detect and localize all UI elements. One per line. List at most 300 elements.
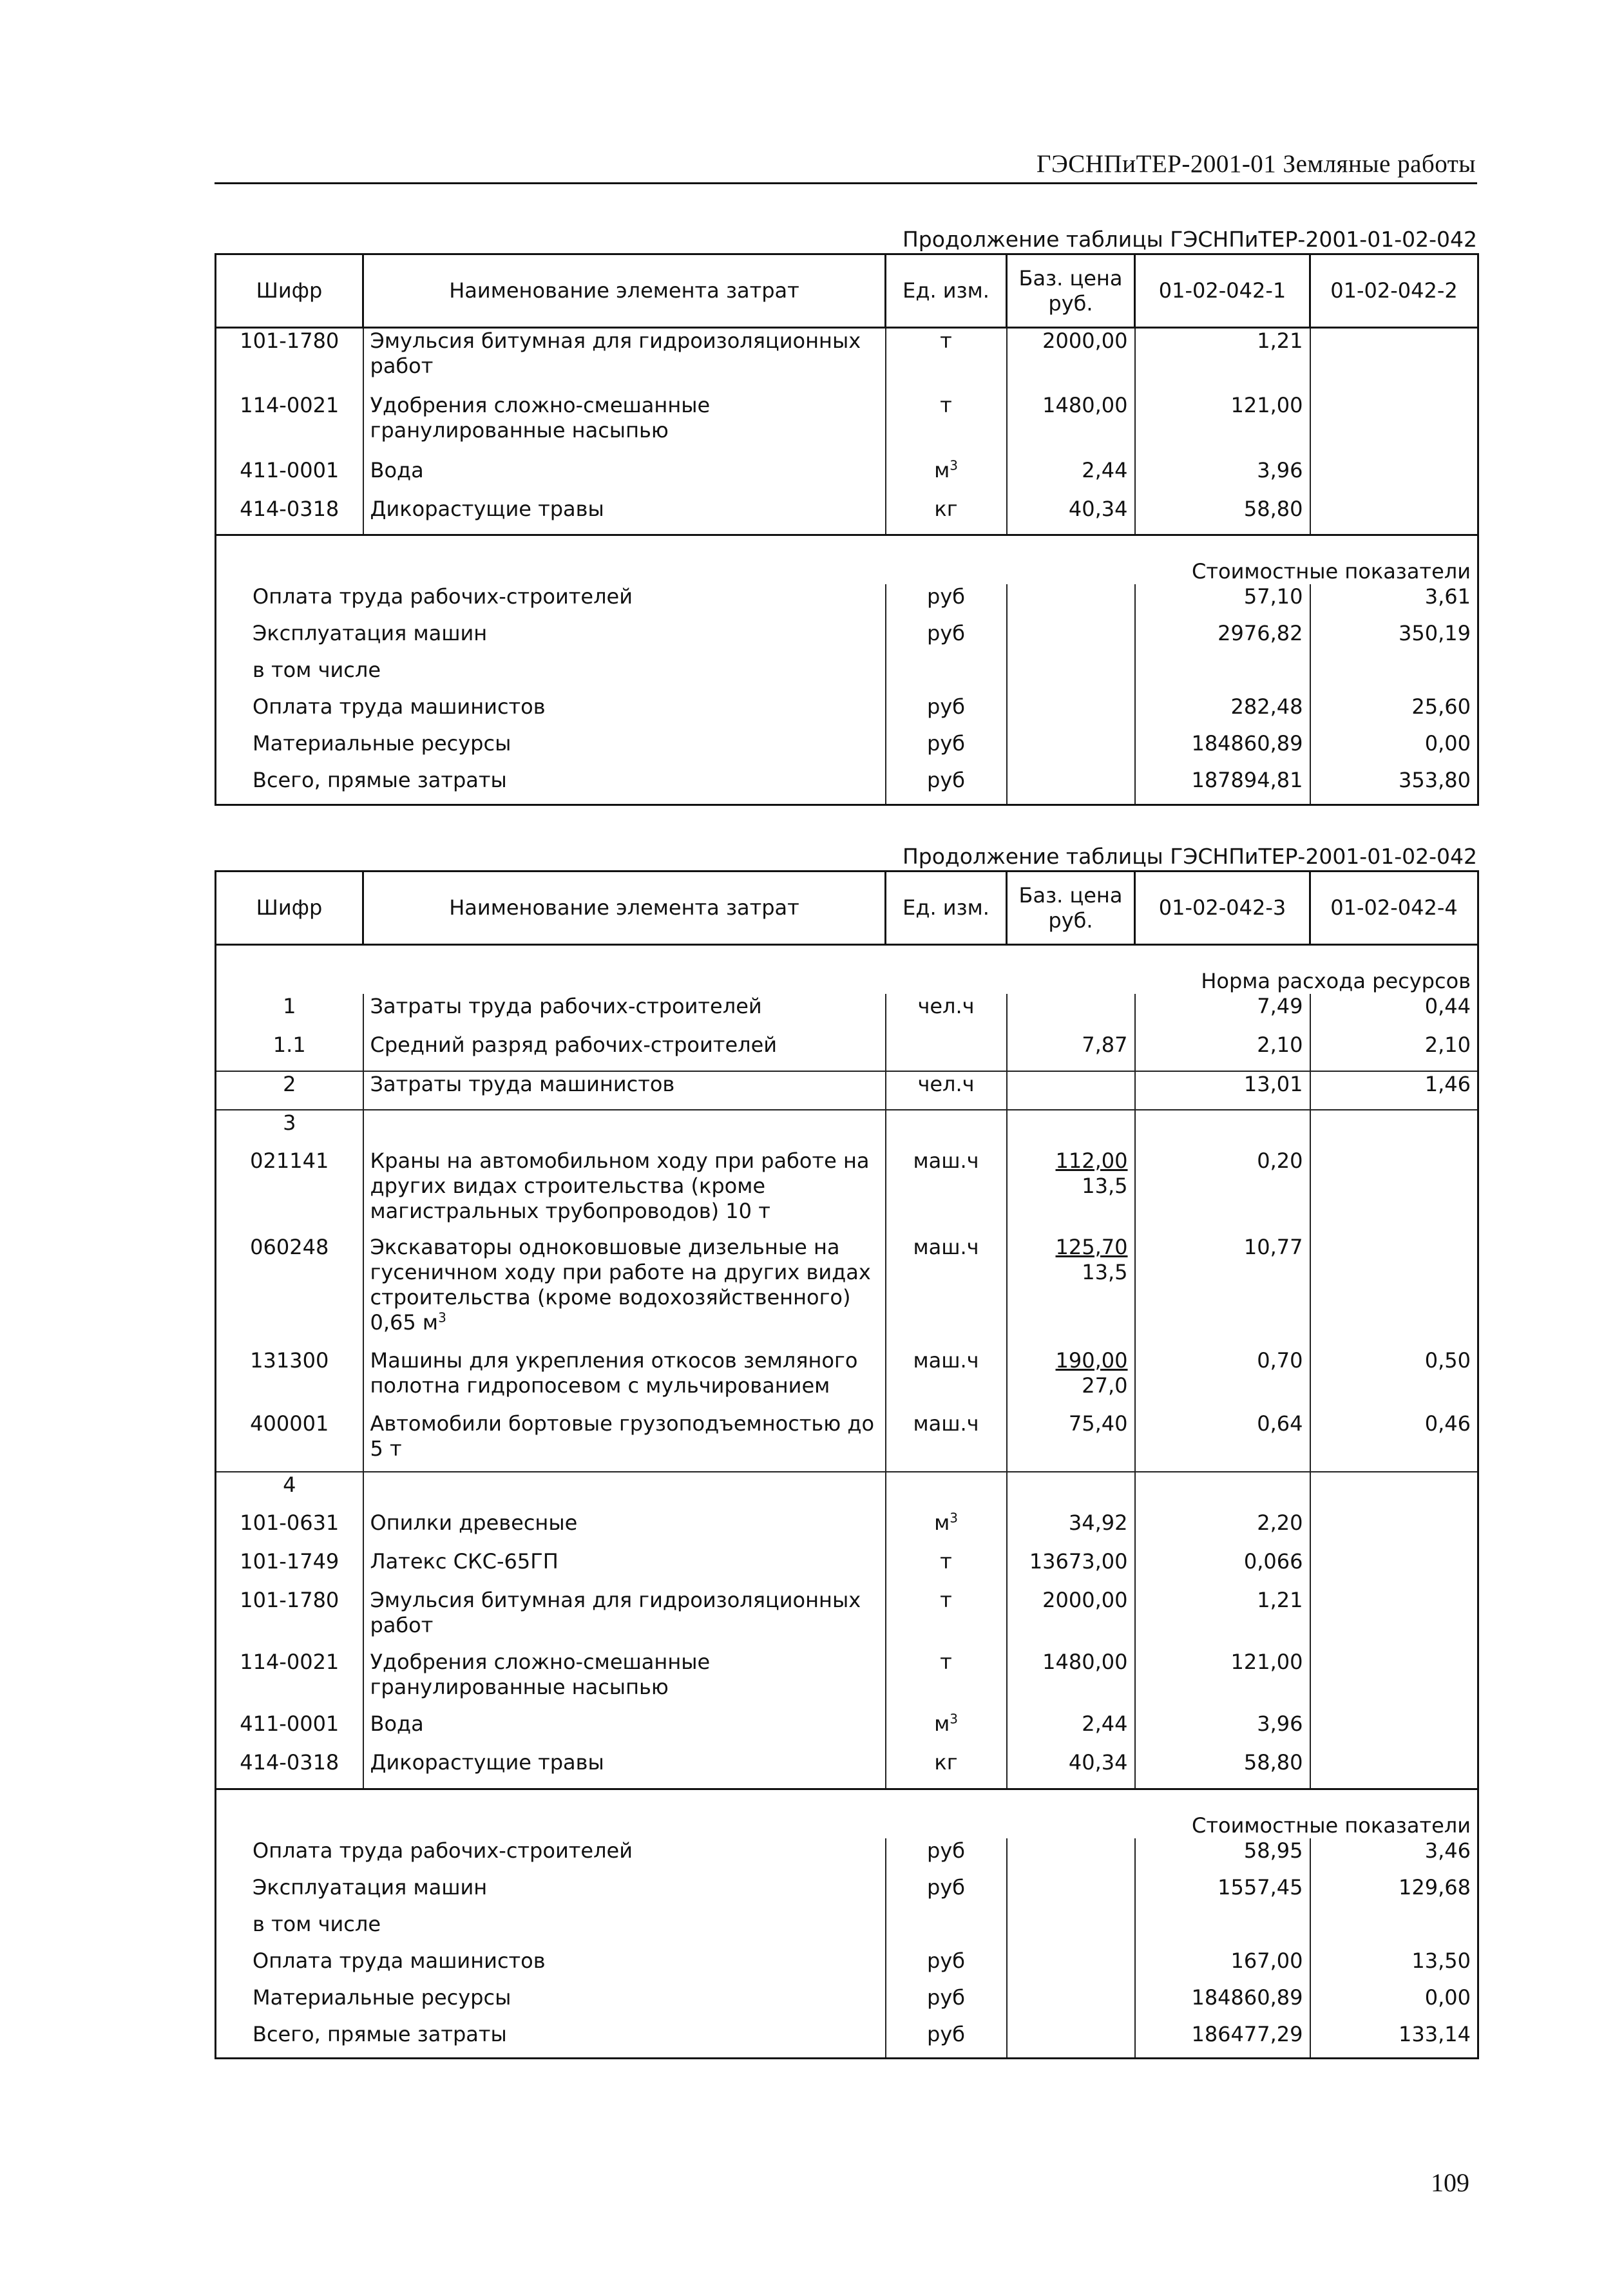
cost-col-b [1310, 658, 1478, 694]
superscript: 3 [438, 1310, 446, 1326]
cell-col-b [1310, 1411, 1478, 1472]
cell-col-a [1135, 1510, 1310, 1549]
cost-name [216, 731, 886, 768]
cell-name-text: Вода [370, 457, 424, 482]
cell-price [1007, 1650, 1135, 1711]
cost-unit-text: руб [927, 584, 965, 609]
cell-col-a-text: 0,20 [1257, 1148, 1303, 1173]
cell-unit-text: т [940, 1650, 952, 1674]
cell-code-text: 114-0021 [240, 1650, 339, 1674]
cell-name [363, 1510, 886, 1549]
cell-col-a-text: 0,70 [1257, 1348, 1303, 1373]
cost-row [216, 1838, 1478, 1875]
cell-name-text: Эмульсия битумная для гидроизоляционных работ [370, 329, 861, 378]
cell-col-a-text: 10,77 [1243, 1235, 1303, 1259]
cost-col-a-text: 186477,29 [1191, 2021, 1303, 2046]
cost-col-b-text: 129,68 [1399, 1874, 1471, 1900]
cell-unit [886, 458, 1007, 497]
cell-name-text: Затраты труда рабочих-строителей [370, 994, 762, 1018]
cell-code-text: 4 [283, 1472, 296, 1497]
cell-name [363, 994, 886, 1033]
cost-unit-text: руб [927, 1838, 965, 1863]
cell-code-text: 1 [283, 994, 296, 1018]
cell-name-text: Средний разряд рабочих-строителей [370, 1033, 778, 1057]
cell-col-a-text: 0,64 [1257, 1411, 1303, 1436]
cell-price-secondary: 13,5 [1082, 1260, 1128, 1284]
cost-col-a [1135, 658, 1310, 694]
cost-col-a-text: 187894,81 [1191, 768, 1303, 792]
table-row [216, 328, 1478, 393]
cell-price [1007, 1033, 1135, 1071]
cell-code-text: 021141 [250, 1148, 329, 1173]
cell-name [363, 1110, 886, 1148]
cell-col-a-text: 1,21 [1257, 329, 1303, 353]
cell-unit [886, 1472, 1007, 1510]
cell-col-a [1135, 1549, 1310, 1588]
cell-price-text: 112,00 [1055, 1148, 1128, 1173]
cell-code-text: 411-0001 [240, 457, 339, 482]
cell-code-text: 101-1780 [240, 1588, 339, 1612]
cost-col-a-text: 184860,89 [1191, 731, 1303, 756]
cost-row [216, 1948, 1478, 1985]
cost-row [216, 1912, 1478, 1948]
cost-name [216, 1985, 886, 2022]
cell-unit [886, 393, 1007, 458]
table-row [216, 994, 1478, 1033]
cell-unit-text: кг [934, 496, 958, 521]
cost-col-b [1310, 731, 1478, 768]
cell-name-text: Дикорастущие травы [370, 496, 604, 521]
cell-code-text: 101-1749 [240, 1549, 339, 1574]
cost-section-title [216, 535, 1478, 585]
cell-price-text: 190,00 [1055, 1348, 1128, 1373]
cost-unit-text: руб [927, 1948, 965, 1973]
cost-name-text: Оплата труда рабочих-строителей [253, 584, 633, 609]
cell-code-text: 414-0318 [240, 1750, 339, 1775]
cost-unit [886, 2022, 1007, 2059]
cell-unit [886, 1110, 1007, 1148]
cell-name [363, 1235, 886, 1348]
cell-code [216, 1071, 363, 1110]
table2-caption: Продолжение таблицы ГЭСНПиТЕР-2001-01-02-042 [902, 844, 1477, 869]
cell-unit [886, 1510, 1007, 1549]
cost-unit-text: руб [927, 1985, 965, 2010]
cell-code-text: 1.1 [272, 1033, 306, 1057]
cell-price [1007, 458, 1135, 497]
cell-unit [886, 1750, 1007, 1789]
header-rule [215, 182, 1477, 184]
cell-code [216, 1148, 363, 1235]
cell-col-b [1310, 497, 1478, 535]
cost-col-a-text: 57,10 [1243, 584, 1303, 609]
cost-col-a-text: 58,95 [1243, 1838, 1303, 1863]
cell-price-text: 2000,00 [1042, 329, 1128, 353]
cost-col-a [1135, 1838, 1310, 1875]
cell-unit-text: кг [934, 1750, 958, 1775]
cell-price-secondary: 27,0 [1082, 1373, 1128, 1398]
cost-price-empty [1007, 731, 1135, 768]
cell-col-a-text: 2,10 [1257, 1033, 1303, 1057]
cell-col-a-text: 58,80 [1243, 1750, 1303, 1775]
cell-col-b [1310, 994, 1478, 1033]
table1-header-row [216, 254, 1478, 328]
cost-unit [886, 1985, 1007, 2022]
cell-col-a-text: 3,96 [1257, 457, 1303, 482]
cell-code [216, 1650, 363, 1711]
cell-price-text: 2,44 [1082, 1711, 1128, 1736]
cell-col-a-text: 121,00 [1230, 1650, 1303, 1674]
cell-price [1007, 994, 1135, 1033]
cell-col-a [1135, 1071, 1310, 1110]
cost-name-text: Всего, прямые затраты [253, 768, 507, 792]
cell-unit-text: м [934, 457, 950, 482]
cell-name-text: Опилки древесные [370, 1510, 578, 1535]
cost-name [216, 621, 886, 658]
cost-row [216, 1985, 1478, 2022]
cost-col-a-text: 1557,45 [1218, 1874, 1303, 1900]
cell-code [216, 1033, 363, 1071]
cell-price [1007, 393, 1135, 458]
cell-name [363, 1588, 886, 1650]
cell-code-text: 414-0318 [240, 496, 339, 521]
table-row [216, 1148, 1478, 1235]
cell-col-b [1310, 1348, 1478, 1411]
cost-row [216, 694, 1478, 731]
cell-price [1007, 497, 1135, 535]
cell-code [216, 1411, 363, 1472]
cell-price [1007, 1411, 1135, 1472]
cell-price [1007, 1235, 1135, 1348]
cell-col-a-text: 7,49 [1257, 994, 1303, 1018]
cell-col-b-text: 2,10 [1424, 1033, 1471, 1057]
cost-price-empty [1007, 1985, 1135, 2022]
cell-col-b [1310, 1472, 1478, 1510]
cell-col-a [1135, 1235, 1310, 1348]
cell-col-b [1310, 1148, 1478, 1235]
header-col-b: 01-02-042-2 [1310, 254, 1478, 328]
cell-col-a [1135, 1588, 1310, 1650]
cell-col-a-text: 13,01 [1243, 1072, 1303, 1096]
cell-price [1007, 1148, 1135, 1235]
table-row [216, 1235, 1478, 1348]
cost-price-empty [1007, 1912, 1135, 1948]
cell-code-text: 400001 [250, 1411, 329, 1436]
cost-section-title-cell-text: Стоимостные показатели [1192, 1813, 1471, 1838]
table-row [216, 1510, 1478, 1549]
cost-name-text: в том числе [253, 658, 381, 682]
cell-unit [886, 994, 1007, 1033]
cost-col-a-text: 184860,89 [1191, 1985, 1303, 2010]
cost-price-empty [1007, 584, 1135, 621]
cell-name-text: Экскаваторы одноковшовые дизельные на гусеничном ходу при работе на других видах строительства (кроме водохозяйственного) 0,65 м [370, 1235, 871, 1335]
cost-unit [886, 621, 1007, 658]
cell-name [363, 1033, 886, 1071]
cell-price [1007, 1549, 1135, 1588]
cell-unit-text: чел.ч [917, 994, 975, 1018]
cell-col-a [1135, 1711, 1310, 1750]
cost-col-a [1135, 584, 1310, 621]
norm-section-title-cell-text: Норма расхода ресурсов [1201, 969, 1471, 993]
cell-name [363, 1148, 886, 1235]
cell-unit [886, 1033, 1007, 1071]
section-row [216, 1472, 1478, 1510]
cell-code [216, 1711, 363, 1750]
cost-col-b [1310, 1875, 1478, 1912]
cost-name [216, 768, 886, 805]
table1-caption: Продолжение таблицы ГЭСНПиТЕР-2001-01-02-042 [902, 227, 1477, 252]
cell-name-text: Латекс СКС-65ГП [370, 1549, 559, 1574]
table2-header-row [216, 872, 1478, 945]
cost-row [216, 2022, 1478, 2059]
table2 [215, 870, 1479, 2059]
page-number: 109 [1431, 2168, 1469, 2197]
cell-col-b [1310, 1110, 1478, 1148]
cell-price [1007, 1588, 1135, 1650]
cost-col-a [1135, 1948, 1310, 1985]
cost-row [216, 731, 1478, 768]
cost-name [216, 1875, 886, 1912]
cell-code-text: 060248 [250, 1235, 329, 1259]
cost-col-b [1310, 621, 1478, 658]
cost-section-title-cell [216, 535, 1478, 585]
cost-unit [886, 1838, 1007, 1875]
cell-col-b [1310, 1549, 1478, 1588]
table-row [216, 1588, 1478, 1650]
cost-col-b-text: 0,00 [1424, 1985, 1471, 2010]
cell-price-text: 34,92 [1068, 1510, 1128, 1535]
cell-code-text: 3 [283, 1110, 296, 1135]
superscript: 3 [950, 1510, 958, 1526]
cell-col-a-text: 3,96 [1257, 1711, 1303, 1736]
cell-code-text: 101-1780 [240, 329, 339, 353]
cell-col-a [1135, 458, 1310, 497]
cell-price-text: 13673,00 [1029, 1549, 1128, 1574]
cell-col-b [1310, 1510, 1478, 1549]
cell-name-text: Вода [370, 1711, 424, 1736]
cost-col-b-text: 350,19 [1399, 621, 1471, 645]
superscript: 3 [950, 1711, 958, 1727]
cell-name [363, 1650, 886, 1711]
cell-col-b [1310, 328, 1478, 393]
table-row [216, 1411, 1478, 1472]
cost-row [216, 584, 1478, 621]
cell-col-a [1135, 1411, 1310, 1472]
table-row [216, 1071, 1478, 1110]
header-name: Наименование элемента затрат [363, 254, 886, 328]
cell-name [363, 1472, 886, 1510]
header-name: Наименование элемента затрат [363, 872, 886, 945]
superscript: 3 [950, 457, 958, 473]
cost-col-b [1310, 768, 1478, 805]
cost-unit [886, 731, 1007, 768]
cost-unit [886, 694, 1007, 731]
cell-price-text: 7,87 [1082, 1033, 1128, 1057]
cost-price-empty [1007, 621, 1135, 658]
cost-unit-text: руб [927, 2021, 965, 2046]
cost-unit-text: руб [927, 731, 965, 756]
cost-name [216, 1912, 886, 1948]
cell-name-text: Дикорастущие травы [370, 1750, 604, 1775]
cost-name [216, 1838, 886, 1875]
cell-code-text: 411-0001 [240, 1711, 339, 1736]
cost-unit [886, 658, 1007, 694]
cost-name [216, 2022, 886, 2059]
cell-price [1007, 1510, 1135, 1549]
cell-col-b [1310, 1071, 1478, 1110]
cost-col-b-text: 353,80 [1399, 768, 1471, 792]
cell-col-b [1310, 1235, 1478, 1348]
cost-col-b [1310, 584, 1478, 621]
cell-unit-text: чел.ч [917, 1072, 975, 1096]
cell-col-b-text: 0,44 [1424, 994, 1471, 1018]
cost-col-b [1310, 2022, 1478, 2059]
table-row [216, 1549, 1478, 1588]
cost-name-text: Оплата труда машинистов [253, 694, 546, 719]
cost-col-a [1135, 694, 1310, 731]
cost-section-title [216, 1789, 1478, 1838]
cost-col-b-text: 133,14 [1399, 2021, 1471, 2046]
cost-row [216, 1875, 1478, 1912]
cell-unit [886, 1148, 1007, 1235]
cell-price [1007, 328, 1135, 393]
cost-name-text: Оплата труда машинистов [253, 1948, 546, 1973]
cell-col-a-text: 121,00 [1230, 392, 1303, 417]
norm-section-title-cell [216, 945, 1478, 995]
cell-unit [886, 1235, 1007, 1348]
cell-col-b-text: 0,50 [1424, 1348, 1471, 1373]
cell-price-text: 40,34 [1068, 1750, 1128, 1775]
table-row [216, 1033, 1478, 1071]
cell-code [216, 497, 363, 535]
cell-name [363, 1711, 886, 1750]
cell-price-text: 2000,00 [1042, 1588, 1128, 1612]
norm-section-title [216, 945, 1478, 995]
cost-col-b-text: 13,50 [1411, 1948, 1471, 1973]
cell-unit [886, 1348, 1007, 1411]
cell-unit-text: маш.ч [913, 1348, 979, 1373]
cell-unit-text: т [940, 1588, 952, 1612]
table-row [216, 1348, 1478, 1411]
cell-price-text: 75,40 [1068, 1411, 1128, 1436]
cost-section-title-cell-text: Стоимостные показатели [1192, 559, 1471, 584]
cell-col-b [1310, 1033, 1478, 1071]
header-col-a: 01-02-042-3 [1135, 872, 1310, 945]
cell-col-a-text: 1,21 [1257, 1588, 1303, 1612]
cell-price-text: 125,70 [1055, 1235, 1128, 1259]
cell-name [363, 458, 886, 497]
header-col-a: 01-02-042-1 [1135, 254, 1310, 328]
cost-col-b [1310, 1948, 1478, 1985]
cell-unit [886, 1071, 1007, 1110]
cell-price [1007, 1750, 1135, 1789]
cost-col-a [1135, 1912, 1310, 1948]
cell-price-text: 1480,00 [1042, 392, 1128, 417]
header-unit: Ед. изм. [886, 872, 1007, 945]
cell-col-a [1135, 328, 1310, 393]
cost-col-a [1135, 1985, 1310, 2022]
cost-col-b-text: 0,00 [1424, 731, 1471, 756]
cell-col-b [1310, 393, 1478, 458]
cell-price [1007, 1472, 1135, 1510]
cell-col-a [1135, 1148, 1310, 1235]
cost-section-title-cell [216, 1789, 1478, 1838]
cost-price-empty [1007, 1875, 1135, 1912]
cell-unit-text: маш.ч [913, 1411, 979, 1436]
cell-code [216, 1110, 363, 1148]
cell-code-text: 114-0021 [240, 392, 339, 417]
cost-col-a [1135, 2022, 1310, 2059]
cost-unit [886, 768, 1007, 805]
cell-price [1007, 1110, 1135, 1148]
header-unit: Ед. изм. [886, 254, 1007, 328]
cell-name [363, 1750, 886, 1789]
cell-unit-text: маш.ч [913, 1148, 979, 1173]
cost-col-b-text: 3,46 [1424, 1838, 1471, 1863]
cost-name-text: Эксплуатация машин [253, 1874, 488, 1900]
cost-unit-text: руб [927, 1874, 965, 1900]
cost-col-a [1135, 731, 1310, 768]
cell-col-b [1310, 1711, 1478, 1750]
table-row [216, 393, 1478, 458]
cell-col-a [1135, 994, 1310, 1033]
cost-col-b-text: 3,61 [1424, 584, 1471, 609]
cost-price-empty [1007, 658, 1135, 694]
cost-price-empty [1007, 2022, 1135, 2059]
cost-row [216, 621, 1478, 658]
cost-col-b-text: 25,60 [1411, 694, 1471, 719]
cell-code [216, 1472, 363, 1510]
cell-unit-text: т [940, 392, 952, 417]
header-price: Баз. цена руб. [1007, 872, 1135, 945]
cost-unit-text: руб [927, 768, 965, 792]
cell-unit [886, 497, 1007, 535]
cost-price-empty [1007, 694, 1135, 731]
cell-price-text: 1480,00 [1042, 1650, 1128, 1674]
cost-col-a [1135, 768, 1310, 805]
cell-col-a [1135, 1033, 1310, 1071]
cell-price [1007, 1711, 1135, 1750]
cell-code [216, 1750, 363, 1789]
cost-unit [886, 1948, 1007, 1985]
header-price: Баз. цена руб. [1007, 254, 1135, 328]
table-row [216, 497, 1478, 535]
cell-unit [886, 1411, 1007, 1472]
running-title: ГЭСНПиТЕР-2001-01 Земляные работы [1036, 150, 1476, 178]
cell-price-text: 40,34 [1068, 496, 1128, 521]
cell-code [216, 393, 363, 458]
cell-col-b [1310, 1750, 1478, 1789]
header-code: Шифр [216, 254, 363, 328]
cell-name [363, 393, 886, 458]
cost-price-empty [1007, 768, 1135, 805]
cell-name-text: Удобрения сложно-смешанные гранулированные насыпью [370, 392, 711, 443]
cost-name [216, 584, 886, 621]
cell-price [1007, 1071, 1135, 1110]
cost-price-empty [1007, 1948, 1135, 1985]
cell-col-a [1135, 1750, 1310, 1789]
cell-code [216, 458, 363, 497]
cell-name-text: Эмульсия битумная для гидроизоляционных работ [370, 1588, 861, 1637]
cell-col-a [1135, 1472, 1310, 1510]
cell-code [216, 1348, 363, 1411]
cost-col-b [1310, 1912, 1478, 1948]
cell-unit-text: маш.ч [913, 1235, 979, 1259]
cell-code [216, 328, 363, 393]
cell-price-text: 2,44 [1082, 457, 1128, 482]
cost-row [216, 658, 1478, 694]
cost-unit-text: руб [927, 694, 965, 719]
cell-unit [886, 328, 1007, 393]
